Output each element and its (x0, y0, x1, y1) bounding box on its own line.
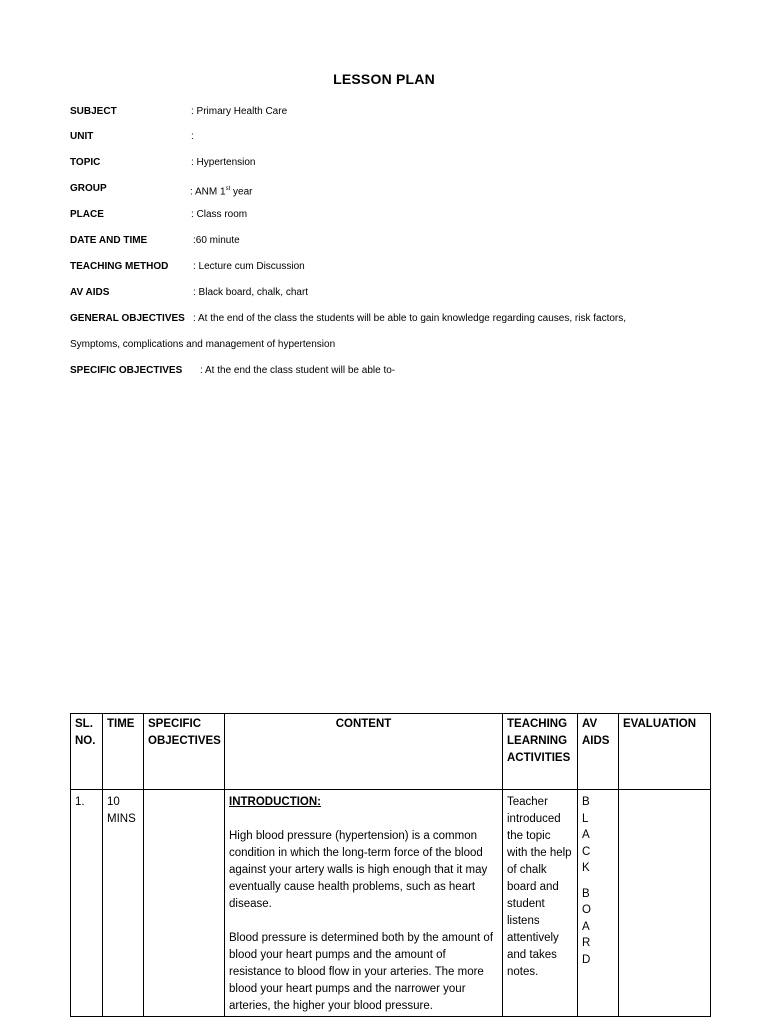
av-aids-letter: B (582, 887, 590, 900)
av-aids-letter: O (582, 904, 591, 916)
field-label: SPECIFIC OBJECTIVES (70, 365, 183, 376)
header-av-aids: AV AIDS (578, 714, 619, 790)
header-content: CONTENT (225, 714, 503, 790)
av-aids-letter: B (582, 796, 590, 808)
cell-teaching-learning: Teacher introduced the topic with the help of chalk board and student listens attentively and takes notes. (503, 790, 578, 1017)
field-label: TOPIC (70, 157, 101, 168)
header-sl-no: SL. NO. (71, 714, 103, 790)
field-value (190, 183, 252, 198)
cell-content (225, 790, 503, 1017)
cell-av-aids (578, 790, 619, 1017)
field-value: :60 minute (193, 235, 240, 246)
av-aids-letter: L (582, 812, 589, 825)
lesson-plan-table (70, 713, 711, 1017)
group-value-superscript: st (225, 186, 231, 192)
cell-evaluation (619, 790, 711, 1017)
page-title: LESSON PLAN (333, 71, 435, 87)
av-aids-letter: R (582, 937, 591, 949)
av-aids-letter: C (582, 845, 591, 858)
field-label: GENERAL OBJECTIVES (70, 313, 185, 324)
header-time: TIME (103, 714, 144, 790)
field-label: TEACHING METHOD (70, 261, 169, 272)
field-value: : Lecture cum Discussion (193, 261, 305, 272)
table-row (71, 790, 711, 1017)
field-value: : At the end of the class the students will be able to gain knowledge regarding causes, risk factors, (193, 313, 627, 324)
cell-specific-objectives (144, 790, 225, 1017)
content-paragraph: High blood pressure (hypertension) is a common condition in which the long-term force of the blood against your artery walls is high enough that it may eventually cause health problems, such as heart disease. (229, 830, 488, 910)
av-aids-gap (582, 877, 614, 886)
header-evaluation: EVALUATION (619, 714, 711, 790)
field-label: UNIT (70, 131, 94, 142)
cell-sl-no: 1. (71, 790, 103, 1017)
av-aids-letter: K (582, 862, 590, 874)
field-value: : At the end the class student will be able to- (200, 365, 396, 376)
av-aids-letter: D (582, 953, 591, 966)
table-header-row (71, 714, 711, 790)
av-aids-letter: A (582, 829, 590, 841)
group-value-main: : ANM 1 (190, 186, 226, 198)
field-value: : Hypertension (191, 157, 256, 168)
av-aids-letter: A (582, 920, 590, 933)
content-heading: INTRODUCTION: (229, 796, 321, 808)
field-label: AV AIDS (70, 287, 110, 298)
cell-time: 10 MINS (103, 790, 144, 1017)
field-value: : Primary Health Care (191, 106, 288, 117)
field-label: PLACE (70, 209, 104, 220)
field-label: GROUP (70, 183, 107, 194)
field-value: : Black board, chalk, chart (193, 287, 309, 298)
field-label: DATE AND TIME (70, 235, 148, 246)
field-value: : Class room (191, 209, 248, 220)
field-value: : (191, 131, 194, 142)
content-paragraph: Blood pressure is determined both by the amount of blood your heart pumps and the amount of resistance to blood flow in your arteries. The more blood your heart pumps and the narrower your arteries, the higher your blood pressure. (229, 932, 494, 1012)
field-label: SUBJECT (70, 106, 117, 117)
header-specific-objectives: SPECIFIC OBJECTIVES (144, 714, 225, 790)
header-teaching-learning-activities: TEACHING LEARNING ACTIVITIES (503, 714, 578, 790)
general-objectives-continuation: Symptoms, complications and management of hypertension (70, 339, 336, 350)
group-value-suffix: year (230, 186, 253, 198)
